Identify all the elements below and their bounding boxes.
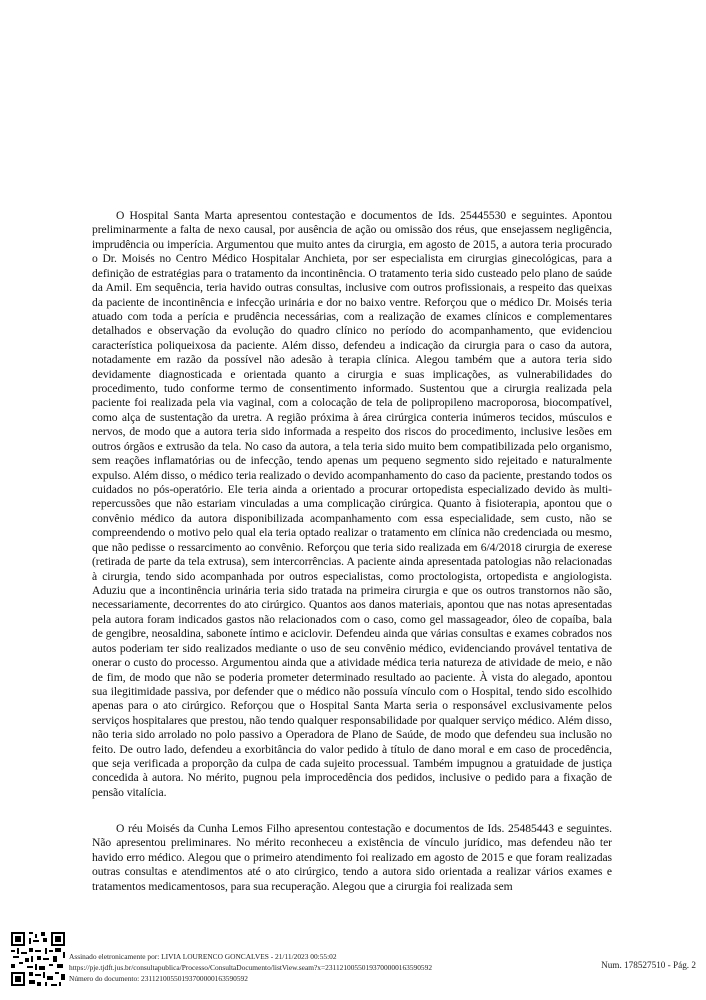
- page-number: Num. 178527510 - Pág. 2: [601, 960, 696, 970]
- qr-code-icon: [9, 930, 67, 988]
- document-url-link[interactable]: https://pje.tjdft.jus.br/consultapublica/Processo/ConsultaDocumento/listView.seam?x=23112100550193700000163590592: [69, 963, 433, 972]
- paragraph-reu-contestacao: O réu Moisés da Cunha Lemos Filho apresentou contestação e documentos de Ids. 25485443 e seguintes. Não apresentou preliminares. No mérito reconheceu a existência de vínculo jurídico, mas defendeu não ter havido erro médico. Alegou que o primeiro atendimento foi realizado em agosto de 2015 e que foram realizadas outras consultas e atendimentos até o ato cirúrgico, tendo a autora sido orientada a realizar vários exames e tratamentos medicamentosos, para sua recuperação. Alegou que a cirurgia foi realizada sem: [92, 822, 612, 893]
- signature-block: [69, 951, 432, 984]
- paragraph-hospital-contestacao: O Hospital Santa Marta apresentou contestação e documentos de Ids. 25445530 e seguintes. Apontou preliminarmente a falta de nexo causal, por ausência de ação ou omissão dos réus, que ensejassem negligência, imprudência ou imperícia. Argumentou que muito antes da cirurgia, em agosto de 2015, a autora teria procurado o Dr. Moisés no Centro Médico Hospitalar Anchieta, por ser especialista em cirurgias ginecológicas, para a definição de estratégias para o tratamento da incontinência. O tratamento teria sido custeado pelo plano de saúde da Amil. Em sequência, teria havido outras consultas, inclusive com outros profissionais, a respeito das queixas da paciente de incontinência e infecção urinária e dor no baixo ventre. Reforçou que o médico Dr. Moisés teria atuado com toda a perícia e prudência necessárias, com a realização de exames clínicos e complementares detalhados e observação da evolução do quadro clínico no período do acompanhamento, que evidenciou característica poliqueixosa da paciente. Além disso, defendeu a indicação da cirurgia para o caso da autora, notadamente em razão da possível não adesão à terapia clínica. Alegou também que a autora teria sido devidamente diagnosticada e orientada quanto a cirurgia e suas implicações, as vulnerabilidades do procedimento, tudo conforme termo de consentimento informado. Sustentou que a cirurgia realizada pela paciente foi realizada pela via vaginal, com a colocação de tela de polipropileno macroporosa, biocompatível, como alça de sustentação da uretra. A região próxima à área cirúrgica conteria inúmeros tecidos, músculos e nervos, de modo que a autora teria sido informada a respeito dos riscos do procedimento, inclusive lesões em outros órgãos e extrusão da tela. No caso da autora, a tela teria sido muito bem compatibilizada pelo organismo, sem reações inflamatórias ou de infecção, tendo apenas um pequeno segmento sido rejeitado e naturalmente expulso. Além disso, o médico teria realizado o devido acompanhamento do caso da paciente, prestando todos os cuidados no pós-operatório. Ele teria ainda a orientado a procurar ortopedista especializado devido às multi-repercussões que não estariam vinculadas a uma complicação cirúrgica. Quanto à fisioterapia, apontou que o convênio médico da autora disponibilizada acompanhamento com essa especialidade, sem custo, não se compreendendo o motivo pelo qual ela teria optado realizar o tratamento em clínica não credenciada ou mesmo, que não pedisse o ressarcimento ao convênio. Reforçou que teria sido realizada em 6/4/2018 cirurgia de exerese (retirada de parte da tela extrusa), sem intercorrências. A paciente ainda apresentada patologias não relacionadas à cirurgia, tendo sido acompanhada por outros especialistas, como proctologista, ortopedista e angiologista. Aduziu que a incontinência urinária teria sido tratada na primeira cirurgia e que os outros transtornos não são, necessariamente, decorrentes do ato cirúrgico. Quantos aos danos materiais, apontou que nas notas apresentadas pela autora foram indicados gastos não relacionados com o caso, como gel massageador, óleo de copaíba, bala de gengibre, neosaldina, sabonete íntimo e aciclovir. Defendeu ainda que várias consultas e exames cobrados nos autos poderiam ter sido realizados mediante o uso de seu convênio médico, evidenciando provável tentativa de onerar o custo do processo. Argumentou ainda que a atividade médica teria natureza de atividade de meio, e não de fim, de modo que não se poderia prometer determinado resultado ao paciente. À vista do alegado, apontou sua ilegitimidade passiva, por defender que o médico não possuía vínculo com o Hospital, tendo sido escolhido apenas para o ato cirúrgico. Reforçou que o Hospital Santa Marta seria o responsável exclusivamente pelos serviços hospitalares que prestou, não tendo qualquer responsabilidade por qualquer serviço médico. Além disso, não teria sido arrolado no polo passivo a Operadora de Plano de Saúde, de modo que defendeu sua inclusão no feito. De outro lado, defendeu a exorbitância do valor pedido à título de dano moral e em caso de procedência, que seja verificada a proporção da culpa de cada sujeito processual. Também impugnou a gratuidade de justiça concedida à autora. No mérito, pugnou pela improcedência dos pedidos, inclusive o pedido para a fixação de pensão vitalícia.: [92, 209, 612, 799]
- signed-by-text: Assinado eletronicamente por: LIVIA LOURENCO GONCALVES - 21/11/2023 00:55:02: [69, 952, 337, 961]
- document-number-text: Número do documento: 23112100550193700000163590592: [69, 974, 248, 983]
